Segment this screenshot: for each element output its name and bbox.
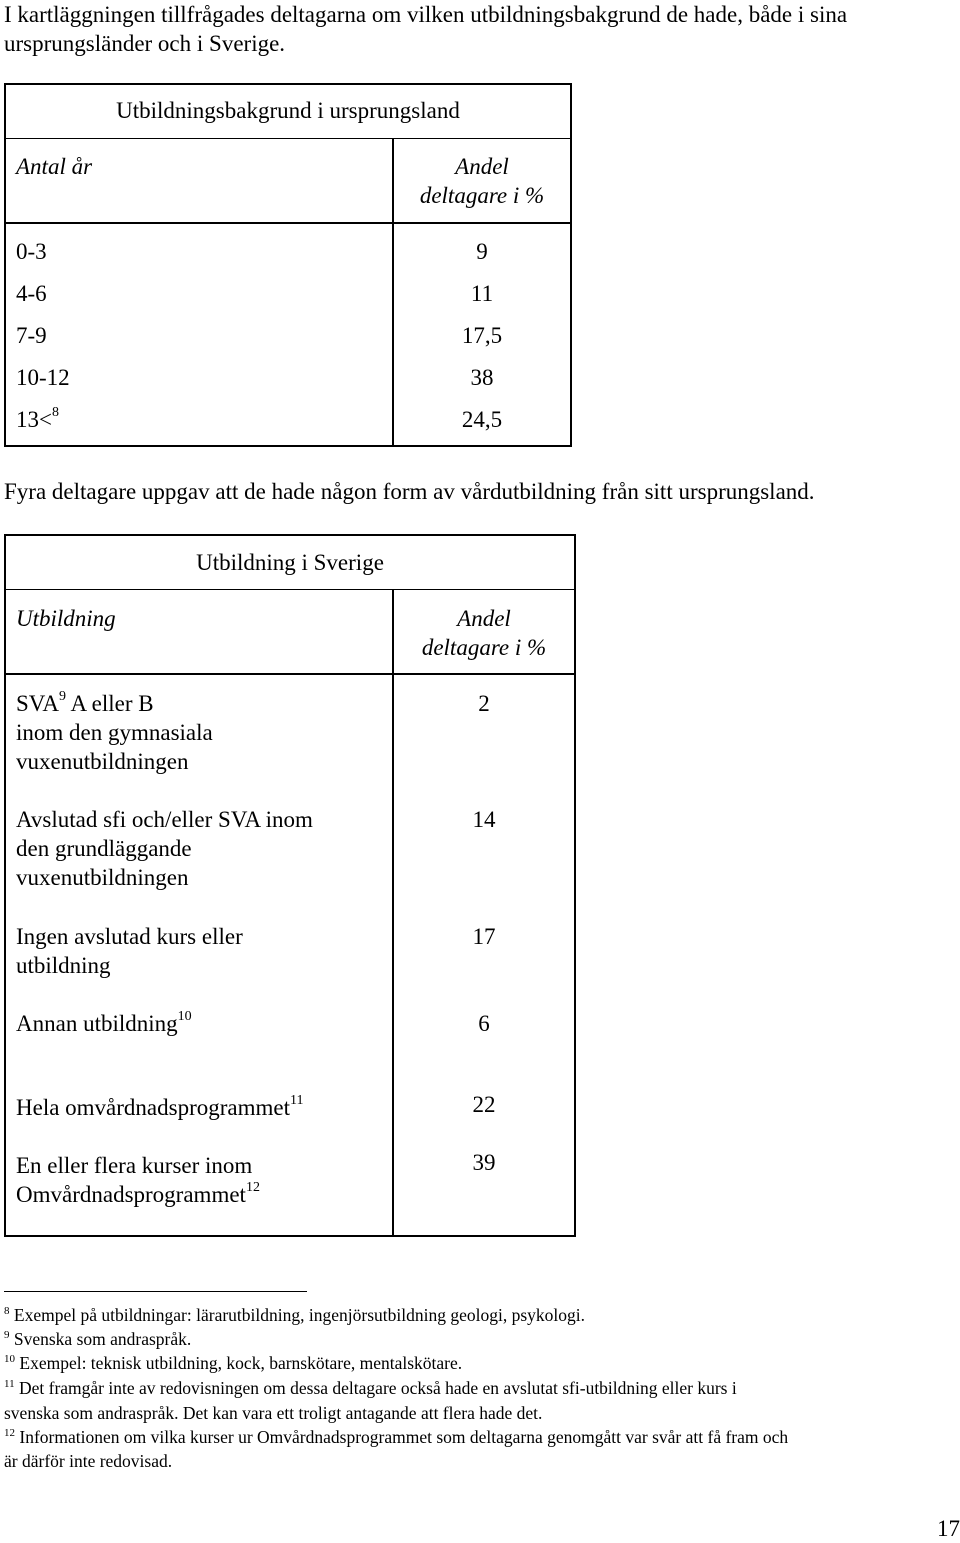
table2-col-share-header-line1: Andel (457, 606, 511, 631)
footnote-continuation: svenska som andraspråk. Det kan vara ett troligt antagande att flera hade det. (4, 1403, 543, 1423)
footnote-continuation: är därför inte redovisad. (4, 1451, 173, 1471)
footnote-ref: 8 (51, 405, 59, 421)
table2-row-label: SVA$^9$ A eller B (16, 689, 154, 716)
intro-line-1: I kartläggningen tillfrågades deltagarna om vilken utbildningsbakgrund de hade, både i sina (4, 2, 848, 27)
table1-row-years: 13<$^8$ (16, 405, 59, 432)
table1-title: Utbildningsbakgrund i ursprungsland (116, 98, 460, 123)
intro-line-2: ursprungsländer och i Sverige. (4, 31, 286, 56)
table1-row-years: 7-9 (16, 323, 47, 348)
table1-row-years: 10-12 (16, 365, 70, 390)
table2-row-label: den grundläggande (16, 836, 192, 861)
footnote-ref: 9 (59, 689, 67, 705)
table1-row-years: 0-3 (16, 239, 47, 264)
footnote-ref: 11 (290, 1093, 304, 1109)
table2-row-label: Omvårdnadsprogrammet$^{12}$ (16, 1180, 260, 1207)
footnote-ref: 10 (177, 1009, 192, 1025)
table1-row-share: 38 (470, 365, 494, 390)
table2-row-label: En eller flera kurser inom (16, 1153, 253, 1178)
table2-row-label: utbildning (16, 953, 111, 978)
table1-row-share: 24,5 (461, 407, 503, 432)
table2-row-share: 22 (472, 1092, 496, 1117)
table2-row-label: Avslutad sfi och/eller SVA inom (16, 807, 313, 832)
paragraph-vocational: Fyra deltagare uppgav att de hade någon form av vårdutbildning från sitt ursprungsland. (4, 479, 815, 504)
table2-row-label: vuxenutbildningen (16, 865, 189, 890)
table2-row-label: inom den gymnasiala (16, 720, 213, 745)
footnote: $^8$ Exempel på utbildningar: lärarutbildning, ingenjörsutbildning geologi, psykologi. (4, 1305, 585, 1325)
table2-row-share: 17 (472, 924, 496, 949)
footnote: $^{11}$ Det framgår inte av redovisningen om dessa deltagare också hade en avslutat sfi-utbildning eller kurs i (4, 1378, 737, 1398)
footnote: $^{12}$ Informationen om vilka kurser ur Omvårdnadsprogrammet som deltagarna genomgått var svår att få fram och (4, 1427, 789, 1447)
table2-row-label: Annan utbildning$^{10}$ (16, 1009, 192, 1036)
table2-title: Utbildning i Sverige (196, 550, 384, 575)
table2-col-share-header-line2: deltagare i % (421, 635, 547, 660)
table2-row-label: Ingen avslutad kurs eller (16, 924, 243, 949)
table2-row-share: 39 (472, 1150, 496, 1175)
table1-col-share-header-line2: deltagare i % (419, 183, 545, 208)
table1-row-share: 17,5 (461, 323, 503, 348)
table2-row-share: 2 (478, 691, 490, 716)
table2-row-label: vuxenutbildningen (16, 749, 189, 774)
page-number: 17 (937, 1516, 960, 1541)
table2-col-education-header: Utbildning (16, 606, 116, 631)
table1-col-years-header: Antal år (16, 154, 93, 179)
footnote-ref: 12 (245, 1180, 260, 1196)
table1-row-share: 11 (470, 281, 494, 306)
footnote: $^{10}$ Exempel: teknisk utbildning, kock, barnskötare, mentalskötare. (4, 1353, 463, 1373)
table1-row-years: 4-6 (16, 281, 47, 306)
table2-row-share: 6 (478, 1011, 490, 1036)
table2-row-share: 14 (472, 807, 496, 832)
table1-row-share: 9 (476, 239, 488, 264)
footnote: $^9$ Svenska som andraspråk. (4, 1329, 192, 1349)
table2-row-label: Hela omvårdnadsprogrammet$^{11}$ (16, 1093, 304, 1120)
table1-col-share-header-line1: Andel (455, 154, 509, 179)
footnote-separator (4, 1291, 307, 1292)
